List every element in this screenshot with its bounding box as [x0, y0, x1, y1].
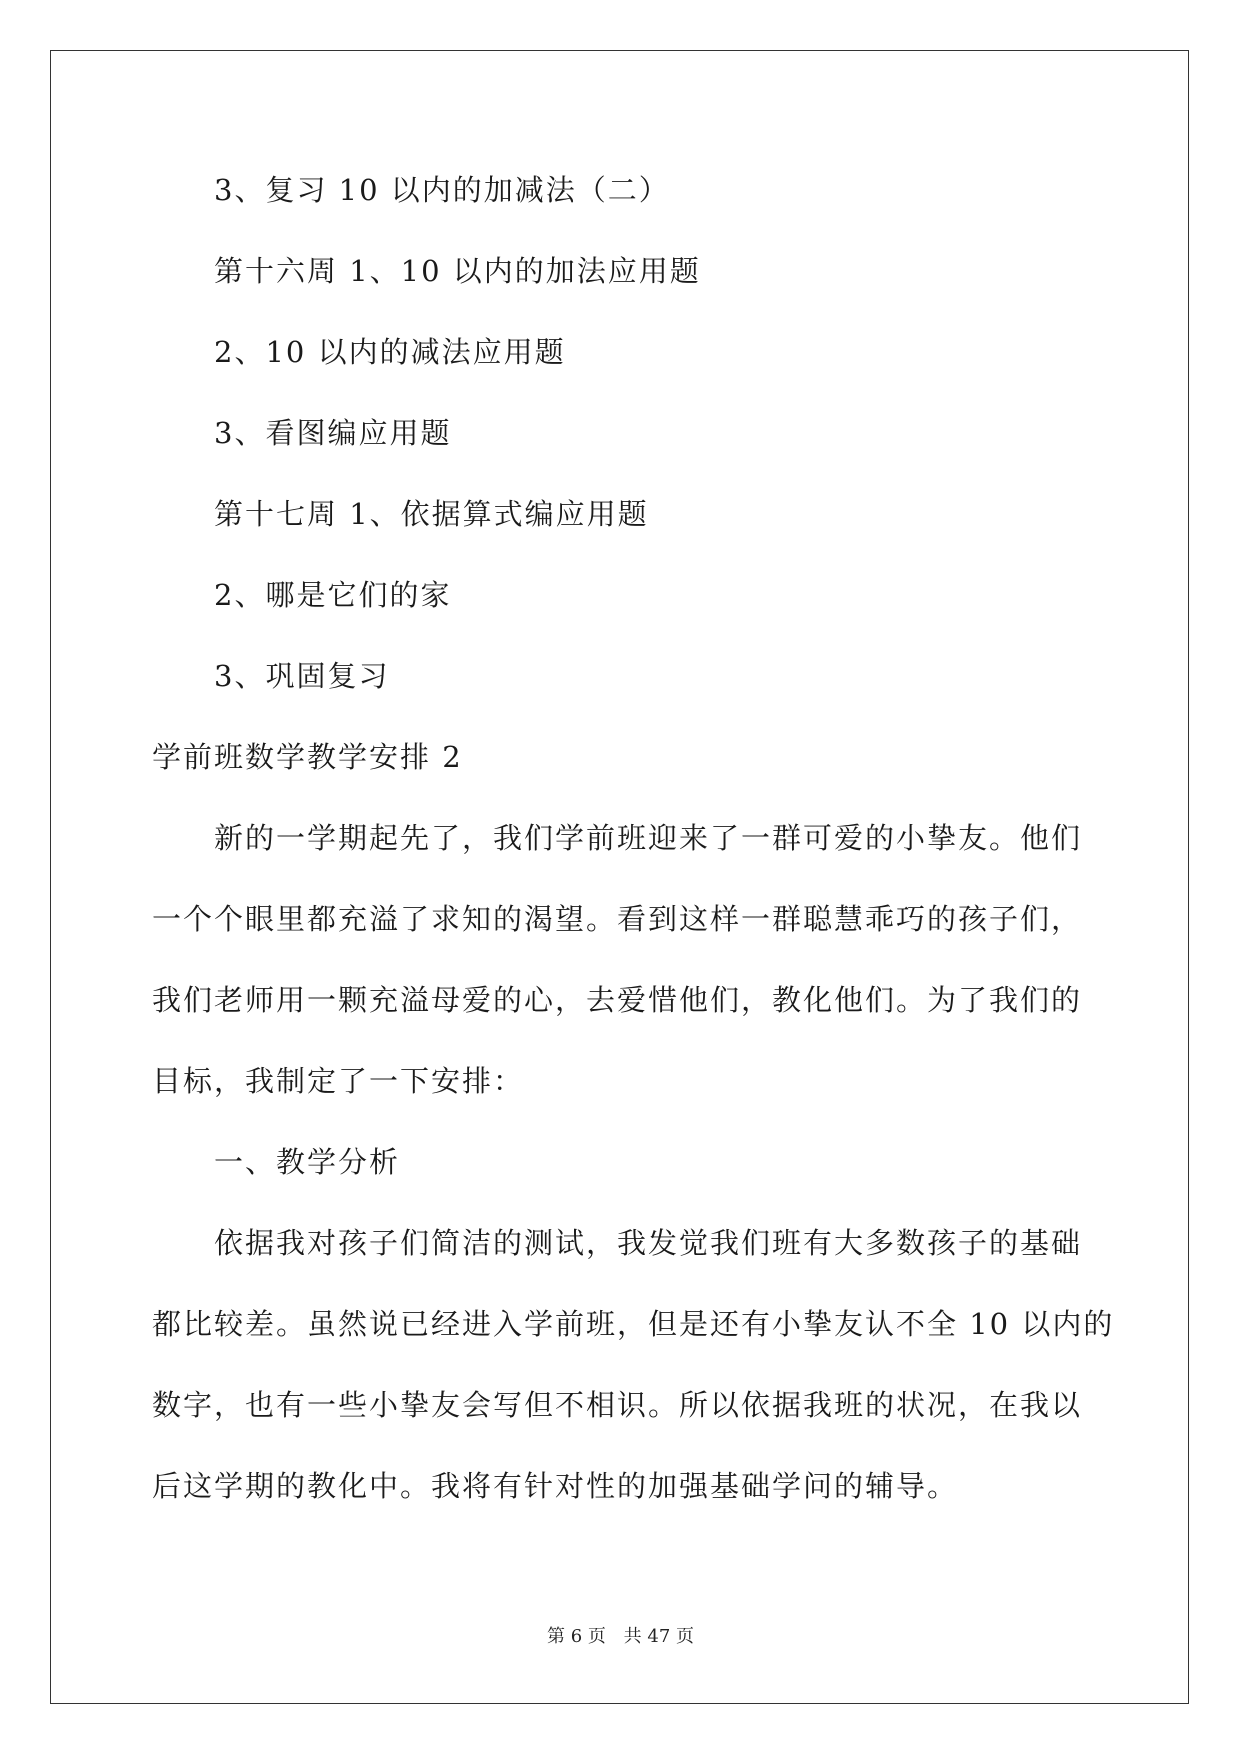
text-line: 2、10 以内的减法应用题 — [214, 335, 566, 369]
text-line: 3、复习 10 以内的加减法（二） — [214, 173, 670, 207]
text-line: 新的一学期起先了，我们学前班迎来了一群可爱的小挚友。他们 — [214, 821, 1083, 855]
text-line: 第十六周 1、10 以内的加法应用题 — [214, 254, 701, 288]
text-line: 第十七周 1、依据算式编应用题 — [214, 497, 649, 531]
page-border — [50, 50, 1189, 1704]
text-line: 3、看图编应用题 — [214, 416, 452, 450]
section-heading: 学前班数学教学安排 2 — [152, 740, 463, 774]
text-line: 2、哪是它们的家 — [214, 578, 452, 612]
text-line: 数字，也有一些小挚友会写但不相识。所以依据我班的状况，在我以 — [152, 1388, 1083, 1422]
text-line: 3、巩固复习 — [214, 659, 390, 693]
page-footer — [0, 1622, 1241, 1648]
page-total: 共 47 页 — [623, 1626, 694, 1647]
text-line: 我们老师用一颗充溢母爱的心，去爱惜他们，教化他们。为了我们的 — [152, 983, 1083, 1017]
text-line: 都比较差。虽然说已经进入学前班，但是还有小挚友认不全 10 以内的 — [152, 1307, 1115, 1341]
text-line: 目标，我制定了一下安排： — [152, 1064, 525, 1098]
text-line: 一个个眼里都充溢了求知的渴望。看到这样一群聪慧乖巧的孩子们， — [152, 902, 1083, 936]
text-line: 依据我对孩子们简洁的测试，我发觉我们班有大多数孩子的基础 — [214, 1226, 1083, 1260]
subheading: 一、教学分析 — [214, 1145, 401, 1179]
text-line: 后这学期的教化中。我将有针对性的加强基础学问的辅导。 — [152, 1469, 959, 1503]
page-number: 第 6 页 — [547, 1626, 606, 1647]
